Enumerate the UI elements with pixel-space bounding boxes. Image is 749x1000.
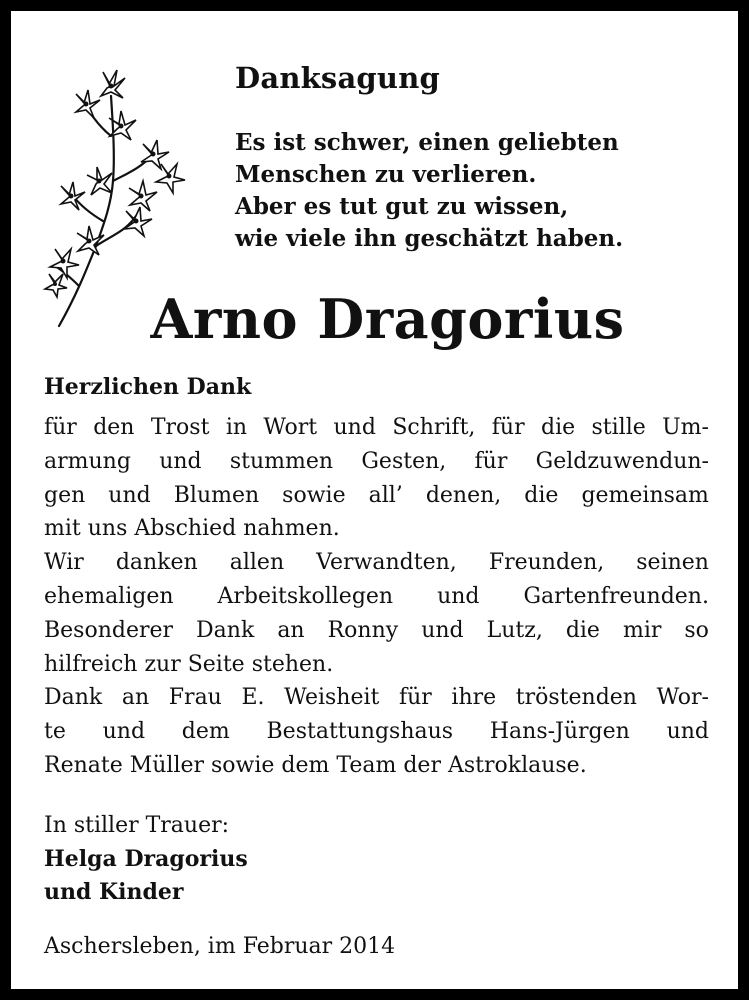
notice-heading: Danksagung <box>235 61 440 95</box>
body-line: Dank an Frau E. Weisheit für ihre tröstenden Wor- <box>44 685 709 711</box>
body-line: te und dem Bestattungshaus Hans-Jürgen und <box>44 719 709 745</box>
thanks-body <box>44 411 709 783</box>
signature <box>44 809 248 910</box>
body-line: Besonderer Dank an Ronny und Lutz, die mir so <box>44 617 709 643</box>
signature-name: und Kinder <box>44 879 184 905</box>
body-line: Wir danken allen Verwandten, Freunden, seinen <box>44 550 709 576</box>
quote-line: Menschen zu verlieren. <box>235 161 537 188</box>
thanks-title: Herzlichen Dank <box>44 374 252 400</box>
quote-line: Aber es tut gut zu wissen, <box>235 193 569 220</box>
body-line: gen und Blumen sowie all’ denen, die gemeinsam <box>44 482 709 508</box>
signature-name: Helga Dragorius <box>44 845 248 872</box>
body-line: armung und stummen Gesten, für Geldzuwendun- <box>44 448 709 474</box>
body-line: mit uns Abschied nahmen. <box>44 516 340 542</box>
body-line: hilfreich zur Seite stehen. <box>44 651 334 677</box>
quote-line: wie viele ihn geschätzt haben. <box>235 225 624 252</box>
deceased-name: Arno Dragorius <box>150 287 625 351</box>
quote-line: Es ist schwer, einen geliebten <box>235 129 619 156</box>
body-line: Renate Müller sowie dem Team der Astroklause. <box>44 752 587 778</box>
quote <box>235 127 623 255</box>
place-date: Aschersleben, im Februar 2014 <box>44 934 396 959</box>
body-line: ehemaligen Arbeitskollegen und Gartenfreunden. <box>44 583 709 609</box>
body-line: für den Trost in Wort und Schrift, für die stille Um- <box>44 415 709 440</box>
signature-intro: In stiller Trauer: <box>44 813 230 838</box>
